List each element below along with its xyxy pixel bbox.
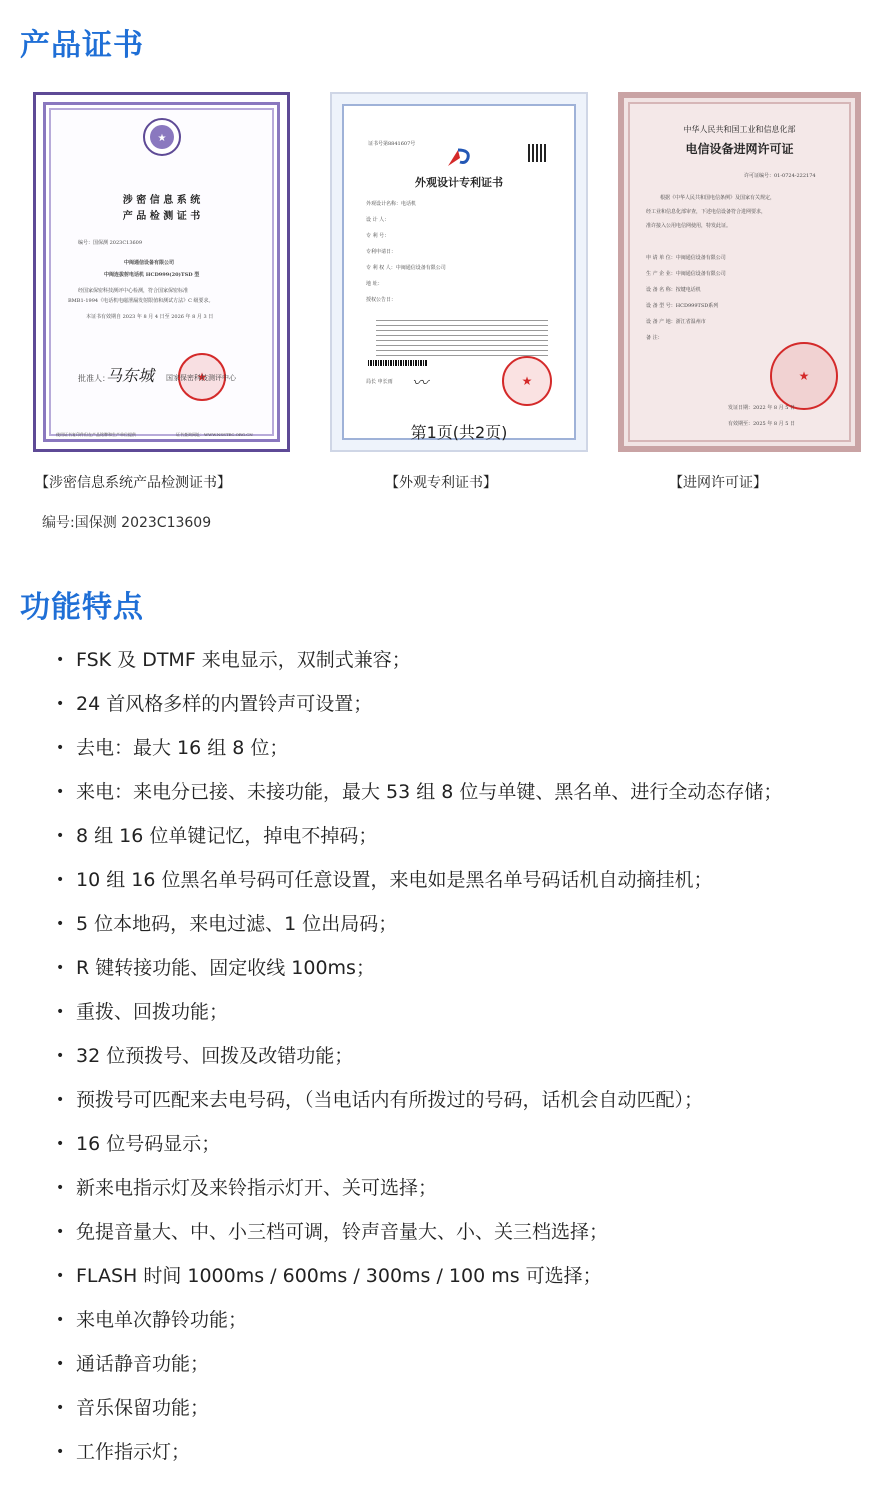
cert3-device-name: 设 备 名 称：按键电话机 bbox=[646, 287, 701, 293]
red-seal-icon bbox=[502, 356, 552, 406]
bullet-icon: • bbox=[56, 784, 65, 800]
caption-network-license: 【进网许可证】 bbox=[669, 475, 767, 491]
feature-item: • 24 首风格多样的内置铃声可设置； bbox=[56, 689, 372, 719]
cert1-footer-right: 证书查询网址：WWW.NSSTEC.ORG.CN bbox=[176, 432, 253, 437]
feature-item: • 来电：来电分已接、未接功能，最大 53 组 8 位与单键、黑名单、进行全动态存储； bbox=[56, 777, 782, 807]
feature-item: • 16 位号码显示； bbox=[56, 1129, 220, 1159]
cert3-header2: 电信设备进网许可证 bbox=[685, 142, 794, 156]
cert1-text1: 经国家保密科技测评中心检测，符合国家保密标准 bbox=[78, 288, 189, 294]
bullet-icon: • bbox=[56, 1048, 65, 1064]
cert2-row-design: 外观设计名称：电话机 bbox=[366, 201, 417, 207]
caption-patent-cert: 【外观专利证书】 bbox=[385, 475, 497, 491]
cert2-row-patent: 专 利 号： bbox=[366, 233, 390, 239]
feature-item: • 音乐保留功能； bbox=[56, 1393, 209, 1423]
cert3-body2: 经工业和信息化部审查，下述电信设备符合进网要求， bbox=[646, 209, 767, 215]
cert3-body1: 根据《中华人民共和国电信条例》及国家有关规定， bbox=[660, 195, 776, 201]
cert3-origin: 设 备 产 地：浙江省温州市 bbox=[646, 319, 706, 325]
cert2-row-designer: 设 计 人： bbox=[366, 217, 390, 223]
feature-item: • FSK 及 DTMF 来电显示，双制式兼容； bbox=[56, 645, 411, 675]
patent-logo bbox=[332, 146, 586, 174]
cert1-title-2: 产 品 检 测 证 书 bbox=[122, 211, 201, 222]
bullet-icon: • bbox=[56, 828, 65, 844]
section-title-certificates: 产品证书 bbox=[20, 28, 144, 63]
bullet-icon: • bbox=[56, 696, 65, 712]
feature-item: • 去电：最大 16 组 8 位； bbox=[56, 733, 288, 763]
feature-item: • 来电单次静铃功能； bbox=[56, 1305, 247, 1335]
cert3-body3: 准许接入公用电信网使用，特发此证。 bbox=[646, 223, 732, 229]
cert2-signature: 〰 bbox=[412, 373, 429, 392]
certificate-image-security bbox=[33, 92, 290, 452]
feature-item: • 32 位预拨号、回拨及改错功能； bbox=[56, 1041, 353, 1071]
cert1-signer-label: 批准人： bbox=[78, 374, 110, 383]
cert2-row-address: 地 址： bbox=[366, 281, 383, 287]
feature-item: • 免提音量大、中、小三档可调，铃声音量大、小、关三档选择； bbox=[56, 1217, 608, 1247]
cert3-expire: 有效期至：2025 年 8 月 5 日 bbox=[728, 421, 796, 427]
caption-security-cert: 【涉密信息系统产品检测证书】 bbox=[35, 475, 231, 491]
bullet-icon: • bbox=[56, 1224, 65, 1240]
cert1-product: 中闽连拔射电话机 HCD999(20)TSD 型 bbox=[104, 272, 200, 278]
barcode-icon bbox=[368, 360, 428, 366]
section-title-features: 功能特点 bbox=[20, 590, 144, 625]
cert3-applicant: 申 请 单 位：中闽通信设备有限公司 bbox=[646, 255, 726, 261]
cert2-no: 证书号第8841607号 bbox=[368, 141, 416, 147]
cert1-number: 编号：国保测 2023C13609 bbox=[78, 240, 143, 246]
cert2-footer: 第1页(共2页) bbox=[410, 423, 508, 442]
cert3-maker: 生 产 企 业：中闽通信设备有限公司 bbox=[646, 271, 726, 277]
cert1-text2: BMB1-1994《电话机电磁泄漏发射限值和测试方法》C 级要求。 bbox=[68, 298, 214, 304]
bullet-icon: • bbox=[56, 1136, 65, 1152]
cert2-signer: 局长 申长雨 bbox=[366, 379, 393, 385]
cert3-issue: 发证日期：2022 年 8 月 5 日 bbox=[728, 405, 796, 411]
emblem-logo bbox=[36, 117, 287, 161]
bullet-icon: • bbox=[56, 1092, 65, 1108]
bullet-icon: • bbox=[56, 1180, 65, 1196]
feature-item: • 重拨、回拨功能； bbox=[56, 997, 228, 1027]
cert1-title-1: 涉 密 信 息 系 统 bbox=[122, 195, 201, 206]
feature-item: • 工作指示灯； bbox=[56, 1437, 190, 1467]
bullet-icon: • bbox=[56, 916, 65, 932]
cert2-row-date: 专利申请日： bbox=[366, 249, 397, 255]
red-seal-icon bbox=[770, 342, 838, 410]
certificate-image-network-license bbox=[618, 92, 861, 452]
cert3-header1: 中华人民共和国工业和信息化部 bbox=[683, 125, 796, 134]
svg-text:★: ★ bbox=[157, 133, 166, 144]
bullet-icon: • bbox=[56, 1004, 65, 1020]
cert1-signature: 马东城 bbox=[106, 366, 155, 385]
patent-body-text-lines bbox=[376, 320, 548, 356]
cert1-footer-left: 使用证书复印件但在产品铭牌和生产单位提供 bbox=[56, 432, 136, 437]
cert3-device-model: 设 备 型 号：HCD999TSD系列 bbox=[646, 303, 719, 309]
bullet-icon: • bbox=[56, 960, 65, 976]
cert3-license-no: 许可证编号：01-0724-222174 bbox=[744, 173, 816, 179]
qr-code-icon bbox=[528, 144, 546, 162]
feature-item: • 新来电指示灯及来铃指示灯开、关可选择； bbox=[56, 1173, 437, 1203]
cert3-note: 备 注： bbox=[646, 335, 663, 341]
feature-item: • R 键转接功能、固定收线 100ms； bbox=[56, 953, 375, 983]
feature-item: • FLASH 时间 1000ms / 600ms / 300ms / 100 ms 可选择； bbox=[56, 1261, 602, 1291]
bullet-icon: • bbox=[56, 652, 65, 668]
cert2-row-grant: 授权公告日： bbox=[366, 297, 397, 303]
certificate-number: 编号:国保测 2023C13609 bbox=[42, 515, 212, 531]
feature-item: • 通话静音功能； bbox=[56, 1349, 209, 1379]
feature-item: • 10 组 16 位黑名单号码可任意设置，来电如是黑名单号码话机自动摘挂机； bbox=[56, 865, 712, 895]
feature-item: • 8 组 16 位单键记忆，掉电不掉码； bbox=[56, 821, 377, 851]
feature-item: • 预拨号可匹配来去电号码，（当电话内有所拨过的号码，话机会自动匹配）； bbox=[56, 1085, 703, 1115]
bullet-icon: • bbox=[56, 1356, 65, 1372]
cert1-company: 中闽通信设备有限公司 bbox=[124, 260, 175, 266]
certificate-image-patent bbox=[330, 92, 588, 452]
bullet-icon: • bbox=[56, 1444, 65, 1460]
bullet-icon: • bbox=[56, 1400, 65, 1416]
feature-item: • 5 位本地码，来电过滤、1 位出局码； bbox=[56, 909, 397, 939]
cert2-row-holder: 专 利 权 人：中闽通信设备有限公司 bbox=[366, 265, 446, 271]
bullet-icon: • bbox=[56, 1268, 65, 1284]
cert1-seal-org: 国家保密科技测评中心 bbox=[166, 374, 236, 382]
bullet-icon: • bbox=[56, 740, 65, 756]
bullet-icon: • bbox=[56, 872, 65, 888]
cert2-title: 外观设计专利证书 bbox=[415, 176, 503, 189]
cert1-validity: 本证书有效期自 2023 年 8 月 4 日至 2026 年 8 月 3 日 bbox=[86, 314, 214, 320]
bullet-icon: • bbox=[56, 1312, 65, 1328]
